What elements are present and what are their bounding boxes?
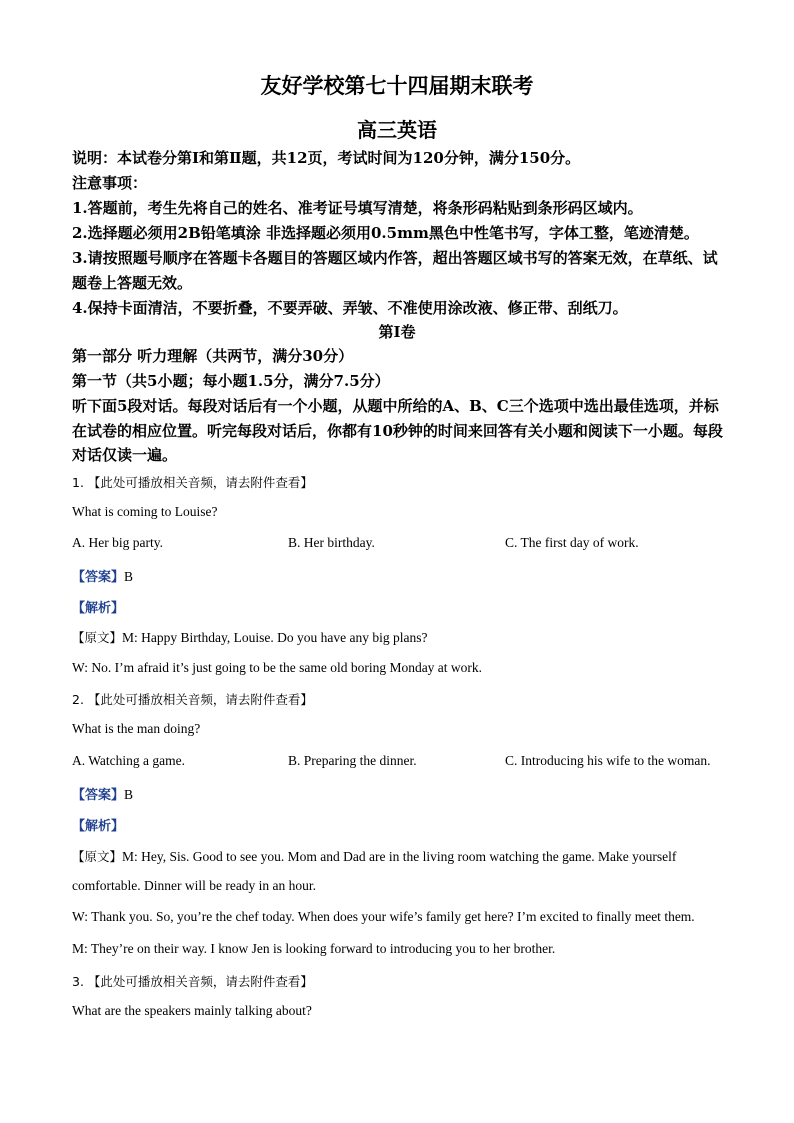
question-1-transcript-line-1: 【原文】M: Happy Birthday, Louise. Do you have any big plans? bbox=[72, 630, 428, 645]
question-1-transcript-line-2: W: No. I’m afraid it’s just going to be the same old boring Monday at work. bbox=[72, 660, 483, 675]
exam-subject: 高三英语 bbox=[357, 118, 437, 142]
volume-label: 第Ⅰ卷 bbox=[378, 323, 416, 341]
transcript-label: 【原文】 bbox=[72, 849, 123, 864]
transcript-label: 【原文】 bbox=[72, 630, 123, 645]
question-2-option-a: A. Watching a game. bbox=[72, 753, 186, 768]
answer-value: B bbox=[124, 787, 134, 802]
question-3-text: What are the speakers mainly talking about? bbox=[72, 1003, 312, 1018]
notice-item-1: 1.答题前，考生先将自己的姓名、准考证号填写清楚，将条形码粘贴到条形码区域内。 bbox=[72, 199, 643, 217]
question-2-text: What is the man doing? bbox=[72, 721, 201, 736]
question-1-text: What is coming to Louise? bbox=[72, 504, 218, 519]
question-2-option-c: C. Introducing his wife to the woman. bbox=[505, 753, 711, 768]
analysis-label: 【解析】 bbox=[72, 601, 125, 616]
analysis-label: 【解析】 bbox=[72, 819, 125, 834]
question-2-transcript-line-1: 【原文】M: Hey, Sis. Good to see you. Mom and Dad are in the living room watching the game. Make yourself bbox=[72, 849, 677, 864]
notice-item-3: 3.请按照题号顺序在答题卡各题目的答题区域内作答，超出答题区域书写的答案无效，在草纸、试题卷上答题无效。 bbox=[72, 249, 718, 292]
notice-heading: 注意事项： bbox=[72, 174, 148, 192]
notice-item-2: 2.选择题必须用2B铅笔填涂 非选择题必须用0.5mm黑色中性笔书写，字体工整，笔迹清楚。 bbox=[72, 224, 699, 242]
question-2-number: 2. 【此处可播放相关音频，请去附件查看】 bbox=[72, 692, 313, 707]
exam-title: 友好学校第七十四届期末联考 bbox=[260, 73, 534, 98]
question-1-option-c: C. The first day of work. bbox=[505, 535, 639, 550]
question-2-transcript-line-4: M: They’re on their way. I know Jen is looking forward to introducing you to her brother. bbox=[72, 941, 556, 956]
answer-label: 【答案】 bbox=[72, 788, 125, 803]
question-2-analysis bbox=[72, 815, 124, 834]
question-1-number: 1. 【此处可播放相关音频，请去附件查看】 bbox=[72, 475, 313, 490]
question-2-answer bbox=[72, 784, 133, 803]
question-3-number: 3. 【此处可播放相关音频，请去附件查看】 bbox=[72, 974, 313, 989]
listening-directions: 听下面5段对话。每段对话后有一个小题，从题中所给的A、B、C三个选项中选出最佳选项，并标在试卷的相应位置。听完每段对话后，你都有10秒钟的时间来回答有关小题和阅读下一小题。每段对话仅读一遍。 bbox=[72, 397, 723, 464]
exam-note: 说明：本试卷分第Ⅰ和第Ⅱ题，共12页，考试时间为120分钟，满分150分。 bbox=[72, 149, 581, 167]
question-1-option-b: B. Her birthday. bbox=[288, 535, 375, 550]
question-2-transcript-line-3: W: Thank you. So, you’re the chef today. When does your wife’s family get here? I’m excited to finally meet them. bbox=[72, 909, 695, 924]
part1-title: 第一部分 听力理解（共两节，满分30分） bbox=[72, 347, 354, 365]
answer-value: B bbox=[124, 569, 134, 584]
question-1-option-a: A. Her big party. bbox=[72, 535, 163, 550]
section1-title: 第一节（共5小题；每小题1.5分，满分7.5分） bbox=[72, 372, 390, 390]
question-2-option-b: B. Preparing the dinner. bbox=[288, 753, 417, 768]
question-1-analysis bbox=[72, 597, 124, 616]
answer-label: 【答案】 bbox=[72, 570, 125, 585]
notice-item-4: 4.保持卡面清洁，不要折叠，不要弄破、弄皱、不准使用涂改液、修正带、刮纸刀。 bbox=[72, 299, 628, 317]
question-1-answer bbox=[72, 566, 133, 585]
question-2-transcript-line-2: comfortable. Dinner will be ready in an hour. bbox=[72, 878, 317, 893]
